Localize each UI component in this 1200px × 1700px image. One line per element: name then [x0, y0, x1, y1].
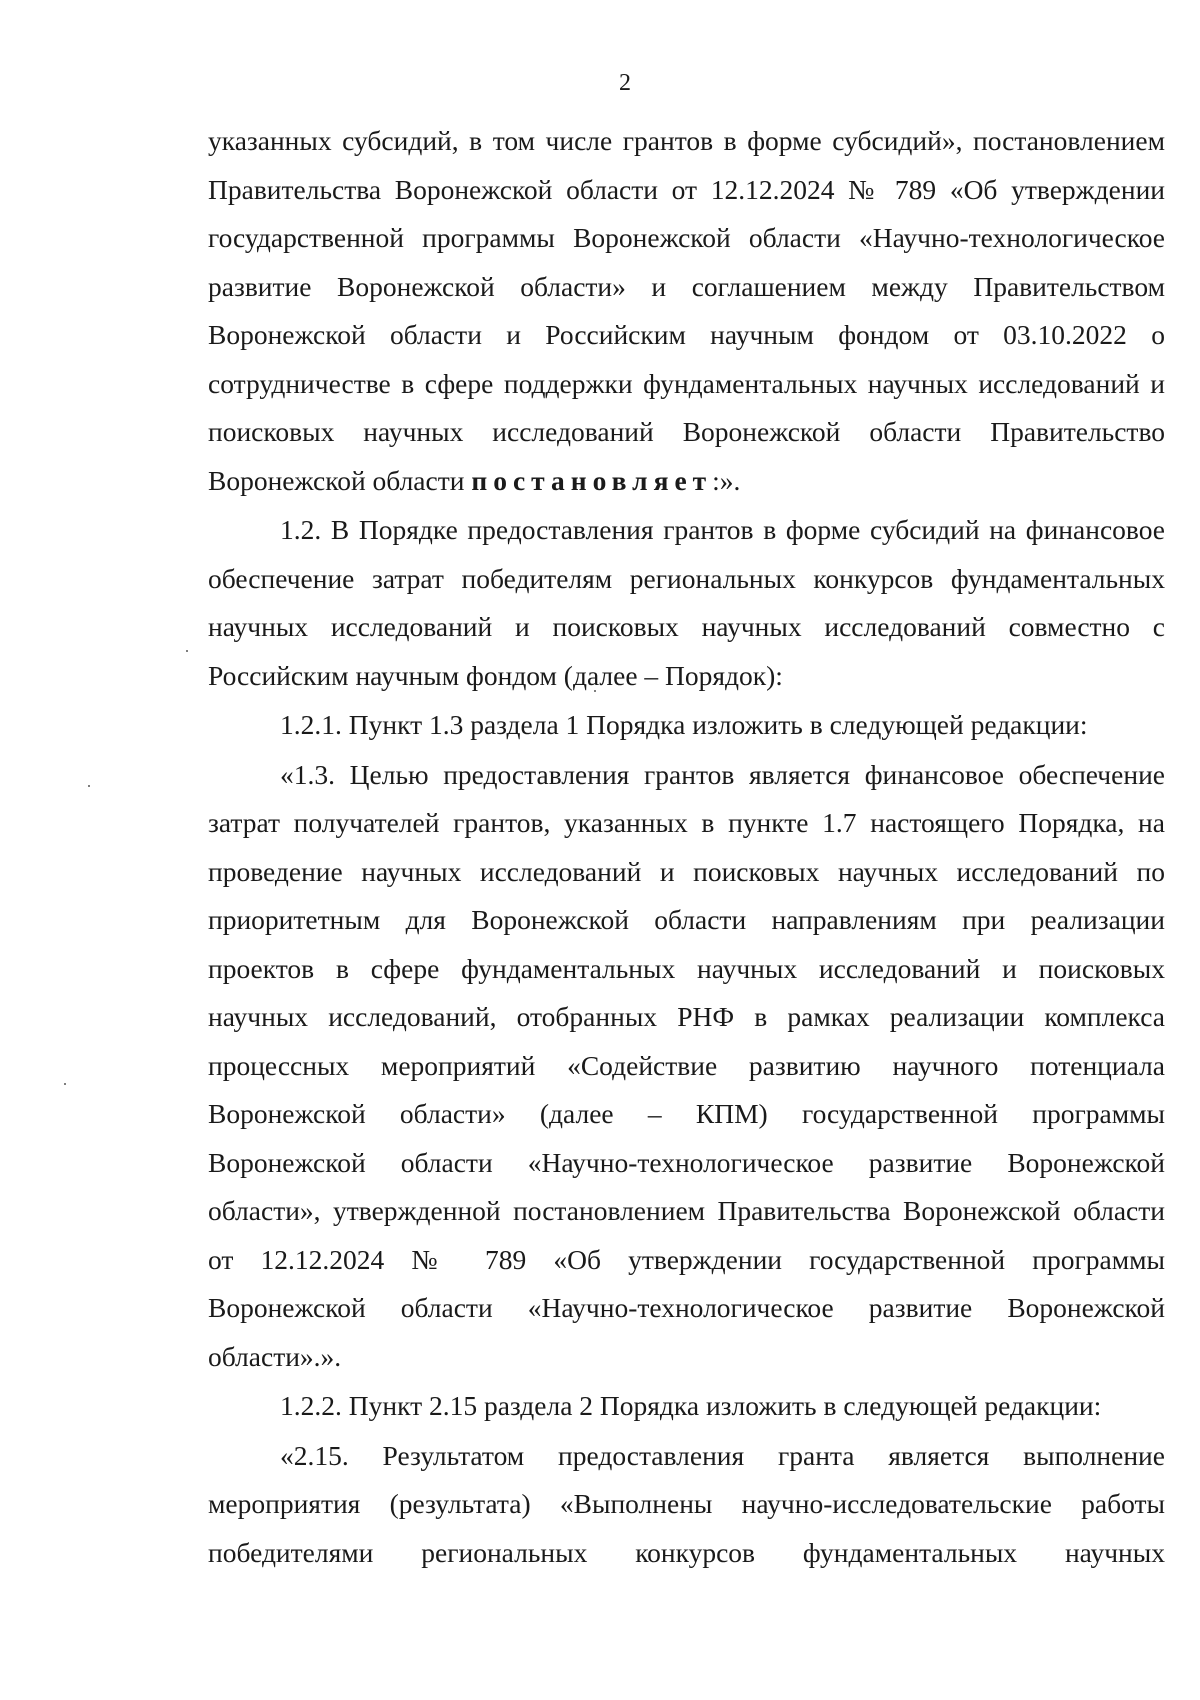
page-number: 2 [619, 70, 631, 96]
scan-speck [594, 690, 596, 692]
paragraph-1-3: «1.3. Целью предоставления грантов является финансовое обеспечение затрат получателей грантов, указанных в пункте 1.7 настоящего Порядка, на проведение научных исследований и поисковых научных исследований по приоритетным для Воронежской области направлениям при реализации проектов в сфере фундаментальных научных исследований и поисковых научных исследований, отобранных РНФ в рамках реализации комплекса процессных мероприятий «Содействие развитию научного потенциала Воронежской области» (далее – КПМ) государственной программы Воронежской области «Научно-технологическое развитие Воронежской области», утвержденной постановлением Правительства Воронежской области от 12.12.2024 № 789 «Об утверждении государственной программы Воронежской области «Научно-технологическое развитие Воронежской области».». [208, 758, 1165, 1372]
scan-speck [186, 650, 188, 652]
paragraph-2-15: «2.15. Результатом предоставления гранта является выполнение мероприятия (результата) «Выполнены научно-исследовательские работы победителями региональных конкурсов фундаментальных научных [208, 1439, 1165, 1568]
paragraph-preamble-end [208, 117, 1165, 505]
scan-speck [64, 1083, 66, 1085]
paragraph-1-2-2: 1.2.2. Пункт 2.15 раздела 2 Порядка изложить в следующей редакции: [280, 1390, 1102, 1421]
paragraph-text: указанных субсидий, в том числе грантов в форме субсидий», постановлением Правительства Воронежской области от 12.12.2024 № 789 «Об утверждении государственной программы Воронежской области «Научно-технологическое развитие Воронежской области» и соглашением между Правительством Воронежской области и Российским научным фондом от 03.10.2022 о сотрудничестве в сфере поддержки фундаментальных научных исследований и поисковых научных исследований Воронежской области Правительство Воронежской области [208, 125, 1165, 496]
paragraph-1-2-1: 1.2.1. Пункт 1.3 раздела 1 Порядка изложить в следующей редакции: [280, 709, 1088, 740]
paragraph-1-2: 1.2. В Порядке предоставления грантов в форме субсидий на финансовое обеспечение затрат победителям региональных конкурсов фундаментальных научных исследований и поисковых научных исследований совместно с Российским научным фондом (далее – Порядок): [208, 514, 1165, 691]
paragraph-tail: :». [712, 464, 741, 496]
scan-speck [88, 785, 90, 787]
document-body [208, 117, 1165, 1578]
emphasis-resolves: постановляет [471, 464, 713, 496]
